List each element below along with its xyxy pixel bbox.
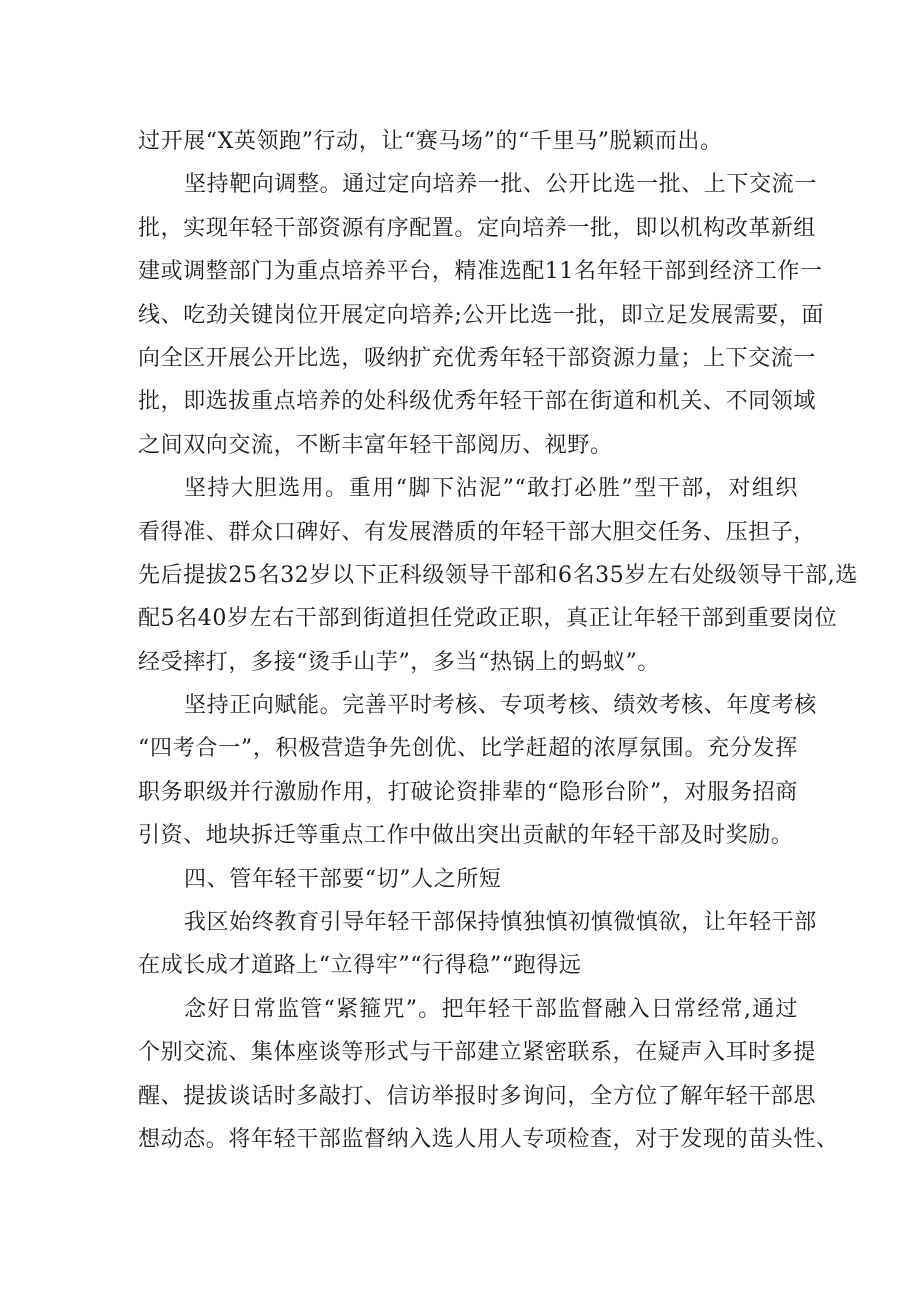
text-line: 批，即选拔重点培养的处科级优秀年轻干部在街道和机关、不同领域 [138,389,817,415]
text-line: 向全区开展公开比选，吸纳扩充优秀年轻干部资源力量；上下交流一 [138,345,817,371]
text-line: 职务职级并行激励作用，打破论资排辈的“隐形台阶”，对服务招商 [138,779,798,805]
text-line: 经受摔打，多接“烫手山芋”，多当“热锅上的蚂蚁”。 [138,649,660,675]
text-line: 配5名40岁左右干部到街道担任党政正职，真正让年轻干部到重要岗位 [138,606,838,632]
text-line: 引资、地块拆迁等重点工作中做出突出贡献的年轻干部及时奖励。 [138,823,794,849]
text-line: 过开展“X英领跑”行动，让“赛马场”的“千里马”脱颖而出。 [138,129,723,154]
text-line: 我区始终教育引导年轻干部保持慎独慎初慎微慎欲，让年轻干部 [184,910,817,936]
text-line: 念好日常监管“紧箍咒”。把年轻干部监督融入日常经常,通过 [184,996,798,1022]
text-line: 坚持大胆选用。重用“脚下沾泥”“敢打必胜”型干部，对组织 [184,476,798,502]
text-line: 坚持正向赋能。完善平时考核、专项考核、绩效考核、年度考核 [184,693,817,719]
text-line: 线、吃劲关键岗位开展定向培养;公开比选一批，即立足发展需要，面 [138,302,825,328]
text-line: 个别交流、集体座谈等形式与干部建立紧密联系，在疑声入耳时多提 [138,1040,817,1066]
text-line: 建或调整部门为重点培养平台，精准选配11名年轻干部到经济工作一 [138,259,823,285]
text-line: 看得准、群众口碑好、有发展潜质的年轻干部大胆交任务、压担子， [138,519,817,545]
text-line: 想动态。将年轻干部监督纳入选人用人专项检查，对于发现的苗头性、 [138,1126,839,1152]
text-line: 坚持靶向调整。通过定向培养一批、公开比选一批、上下交流一 [184,172,817,198]
text-line: 醒、提拔谈话时多敲打、信访举报时多询问，全方位了解年轻干部思 [138,1083,817,1109]
text-line: 在成长成才道路上“立得牢”“行得稳”“跑得远 [138,953,582,979]
document-body [138,120,858,1161]
text-line: 批，实现年轻干部资源有序配置。定向培养一批，即以机构改革新组 [138,215,817,241]
text-line: “四考合一”，积极营造争先创优、比学赶超的浓厚氛围。充分发挥 [138,736,798,762]
text-line: 之间双向交流，不断丰富年轻干部阅历、视野。 [138,432,613,458]
text-line: 先后提拔25名32岁以下正科级领导干部和6名35岁左右处级领导干部,选 [138,562,858,588]
text-line: 四、管年轻干部要“切”人之所短 [184,866,502,892]
